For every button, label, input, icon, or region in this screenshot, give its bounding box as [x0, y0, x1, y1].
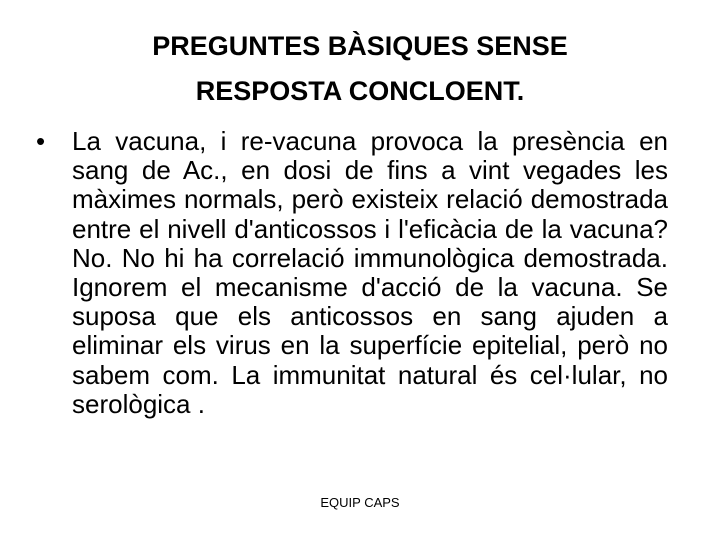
- slide-title-line-1: PREGUNTES BÀSIQUES SENSE: [152, 31, 568, 61]
- footer-label: EQUIP CAPS: [320, 495, 400, 510]
- bullet-icon: •: [36, 126, 46, 156]
- slide-title-line-2: RESPOSTA CONCLOENT.: [195, 76, 525, 106]
- bullet-paragraph: La vacuna, i re-vacuna provoca la presència en sang de Ac., en dosi de fins a vint vegades les màximes normals, però existeix relació demostrada entre el nivell d'anticossos i l'eficàcia de la vacuna? No. No hi ha correlació immunològica demostrada. Ignorem el mecanisme d'acció de la vacuna. Se suposa que els anticossos en sang ajuden a eliminar els virus en la superfície epitelial, però no sabem com. La immunitat natural és cel·lular, no serològica .: [72, 126, 668, 419]
- slide-title: [0, 24, 720, 114]
